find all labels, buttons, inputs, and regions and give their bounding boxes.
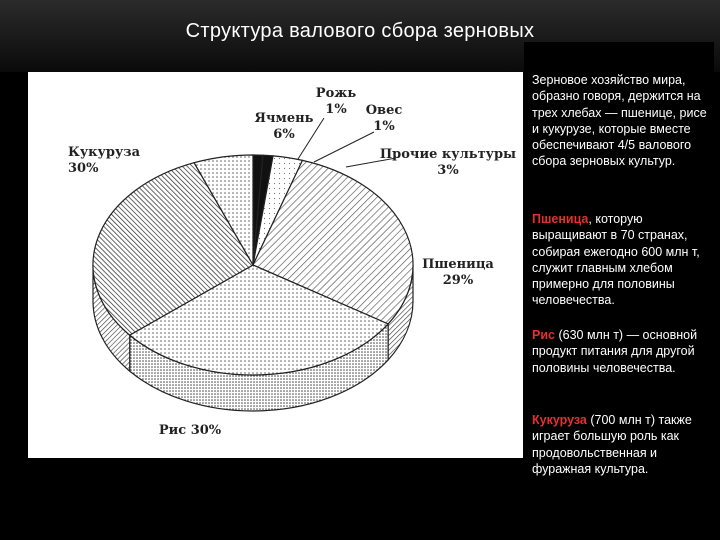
pie-chart bbox=[28, 72, 523, 458]
slice-label-овес: Овес 1% bbox=[365, 103, 403, 134]
corn-highlight: Кукуруза bbox=[532, 413, 587, 427]
intro-text: Зерновое хозяйство мира, образно говоря, держится на трех хлебах — пшенице, рисе и кукурузе, которые вместе обеспечивают 4/5 валового сбора зерновых культур. bbox=[532, 73, 707, 169]
chart-panel bbox=[28, 72, 523, 458]
corn-paragraph bbox=[532, 412, 712, 477]
rice-text: (630 млн т) — основной продукт питания для другой половины человечества. bbox=[532, 328, 698, 375]
slice-label-пшеница: Пшеница 29% bbox=[422, 257, 494, 288]
slice-label-ячмень: Ячмень 6% bbox=[254, 111, 314, 142]
intro-paragraph bbox=[532, 72, 712, 170]
slide-title: Структура валового сбора зерновых bbox=[185, 20, 535, 42]
slice-label-прочие-культуры: Прочие культуры 3% bbox=[379, 147, 517, 178]
corn-text: (700 млн т) также играет большую роль как продовольственная и фуражная культура. bbox=[532, 413, 692, 476]
wheat-paragraph bbox=[532, 211, 712, 309]
wheat-text: , которую выращивают в 70 странах, собирая ежегодно 600 млн т, служит главным хлебом примерно для половины человечества. bbox=[532, 212, 700, 308]
leader-line-овес bbox=[314, 132, 374, 162]
rice-paragraph bbox=[532, 327, 712, 376]
slice-label-рожь: Рожь 1% bbox=[315, 86, 357, 117]
rice-highlight: Рис bbox=[532, 328, 555, 342]
slice-label-рис: Рис 30% bbox=[158, 423, 222, 438]
wheat-highlight: Пшеница bbox=[532, 212, 589, 226]
slice-label-кукуруза: Кукуруза 30% bbox=[68, 145, 140, 176]
